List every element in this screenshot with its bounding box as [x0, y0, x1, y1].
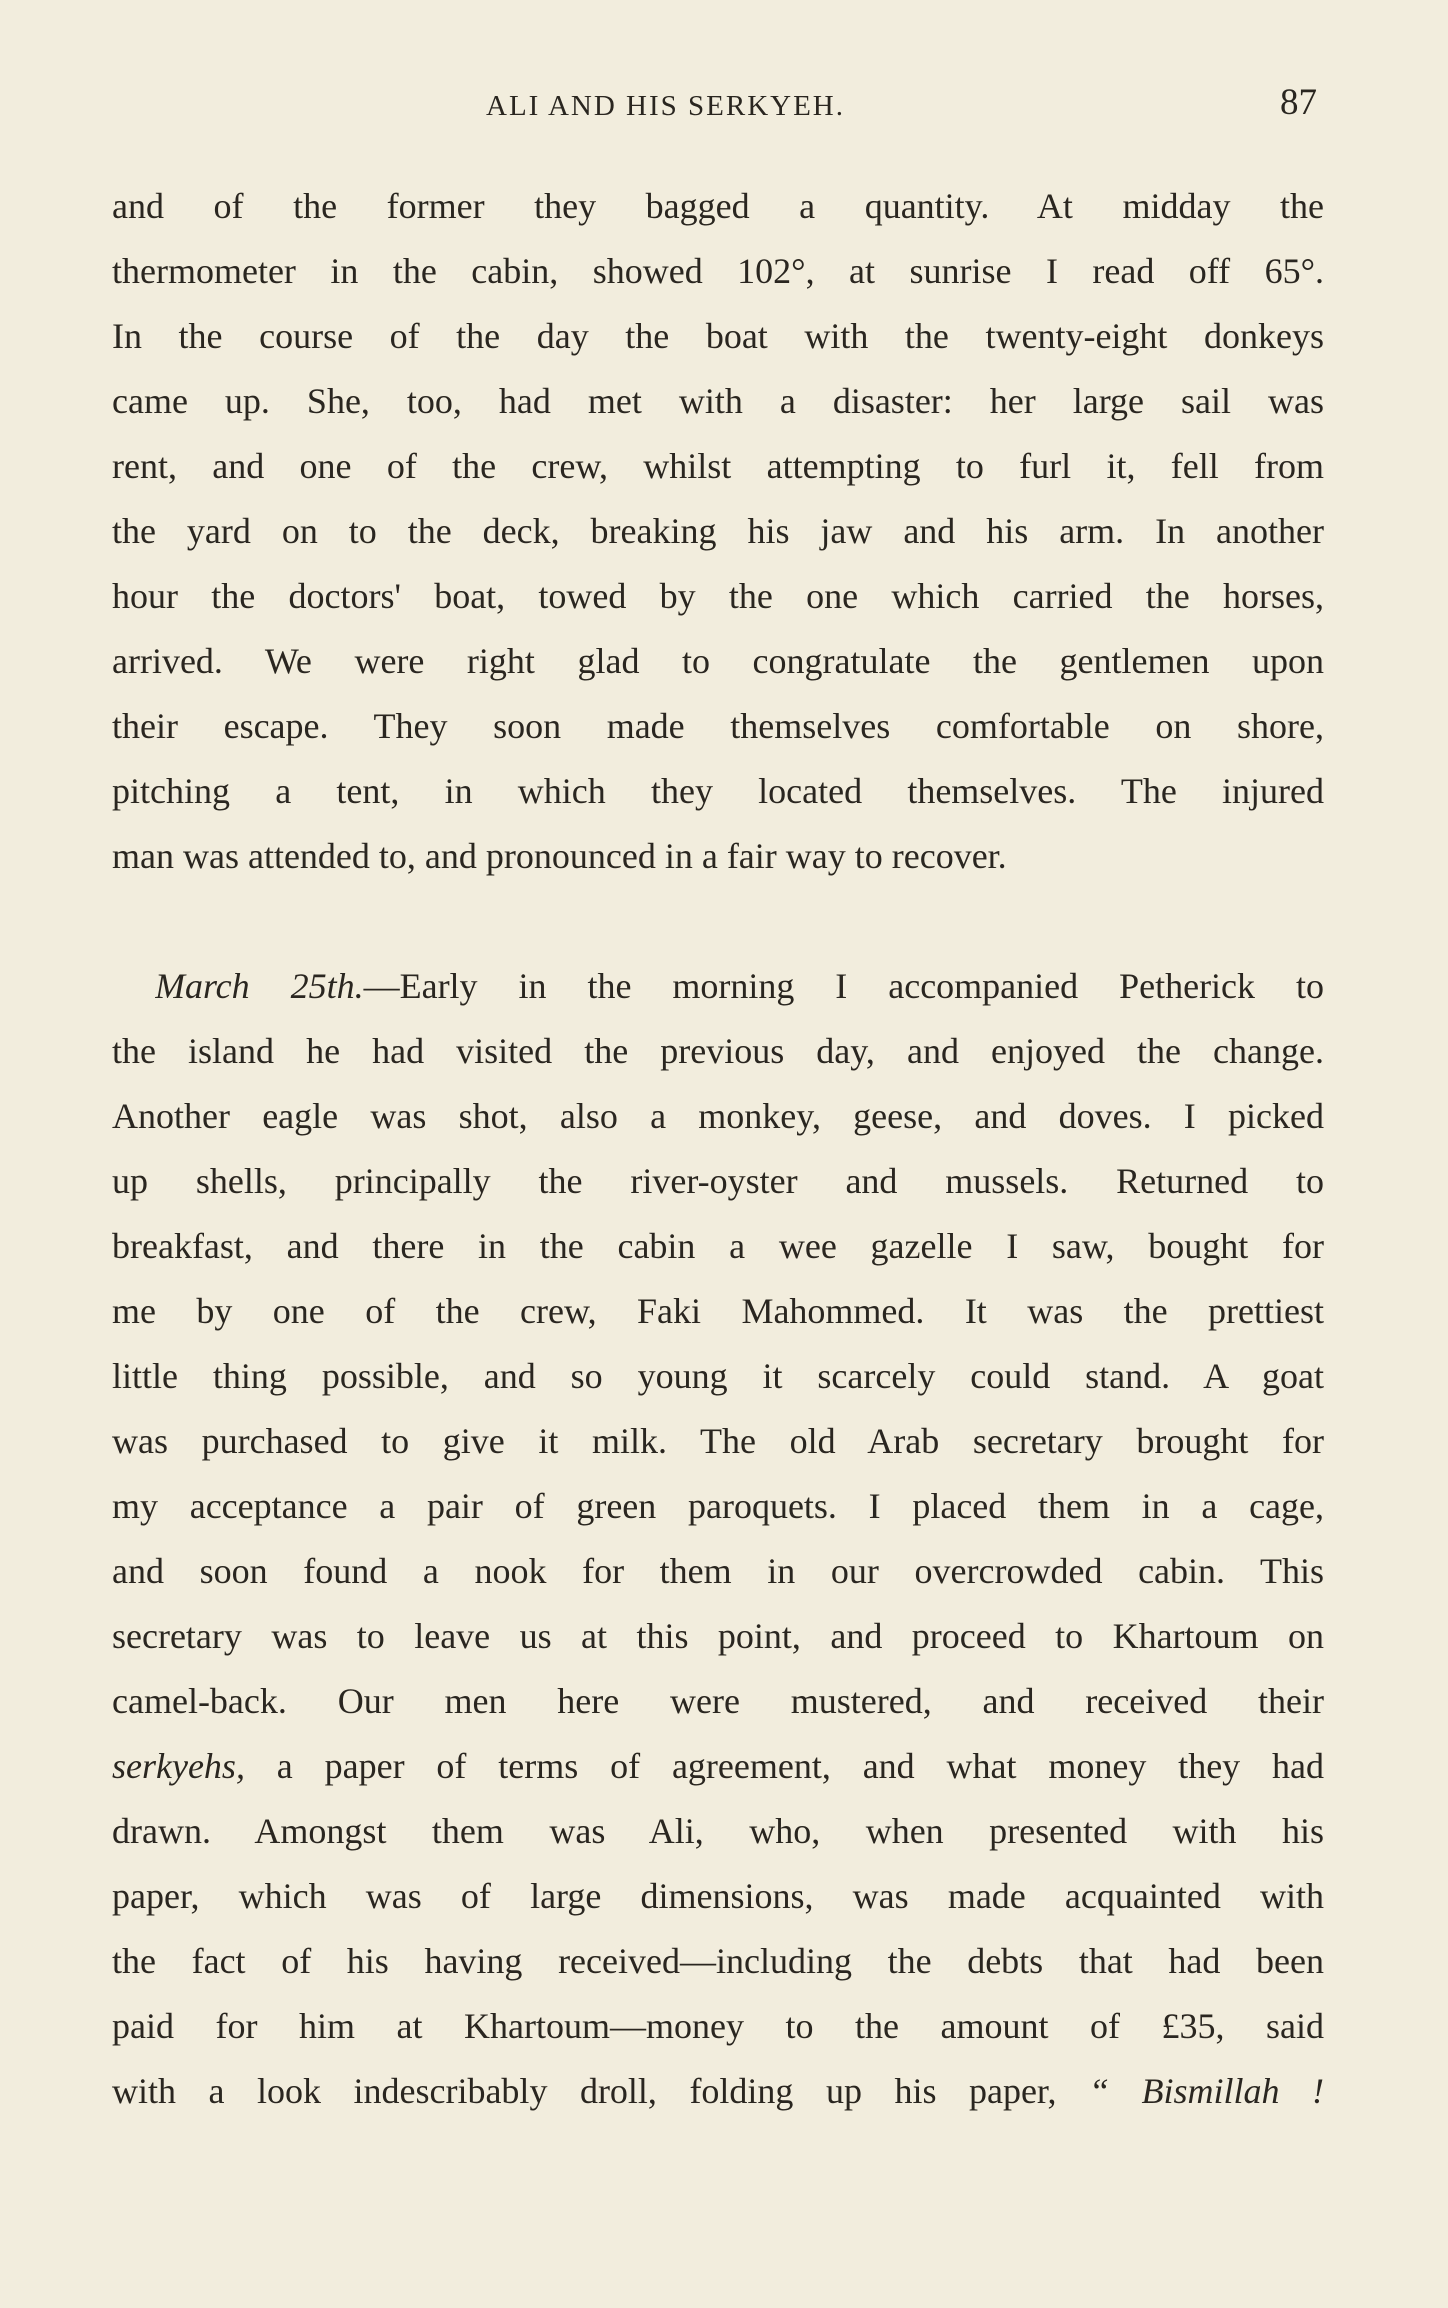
text-line	[112, 2068, 1324, 2118]
text-line: camel-back. Our men here were mustered, and received their	[112, 1681, 1324, 1721]
serkyehs-term: serkyehs,	[112, 1746, 245, 1786]
text-line: the fact of his having received—including the debts that had been	[112, 1941, 1324, 1981]
text-line: paper, which was of large dimensions, was made acquainted with	[112, 1876, 1324, 1916]
text-line: their escape. They soon made themselves comfortable on shore,	[112, 706, 1324, 746]
text-line: hour the doctors' boat, towed by the one which carried the horses,	[112, 576, 1324, 616]
bismillah-quote: “ Bismillah !	[1088, 2071, 1324, 2111]
text-span: a paper of terms of agreement, and what money they had	[244, 1746, 1324, 1786]
text-line: me by one of the crew, Faki Mahommed. It was the prettiest	[112, 1291, 1324, 1331]
text-line: up shells, principally the river-oyster and mussels. Returned to	[112, 1161, 1324, 1201]
text-line: rent, and one of the crew, whilst attempting to furl it, fell from	[112, 446, 1324, 486]
running-title: ALI AND HIS SERKYEH.	[486, 90, 845, 122]
text-line	[112, 1743, 1324, 1793]
text-line: little thing possible, and so young it scarcely could stand. A goat	[112, 1356, 1324, 1396]
text-line: paid for him at Khartoum—money to the amount of £35, said	[112, 2006, 1324, 2046]
text-line: drawn. Amongst them was Ali, who, when presented with his	[112, 1811, 1324, 1851]
text-line: arrived. We were right glad to congratulate the gentlemen upon	[112, 641, 1324, 681]
text-line: and soon found a nook for them in our overcrowded cabin. This	[112, 1551, 1324, 1591]
text-line: was purchased to give it milk. The old Arab secretary brought for	[112, 1421, 1324, 1461]
text-line: secretary was to leave us at this point, and proceed to Khartoum on	[112, 1616, 1324, 1656]
text-line: came up. She, too, had met with a disaster: her large sail was	[112, 381, 1324, 421]
text-span: with a look indescribably droll, folding up his paper,	[112, 2071, 1089, 2111]
page-number: 87	[1280, 82, 1317, 123]
text-line	[155, 963, 1324, 1013]
text-line: the island he had visited the previous day, and enjoyed the change.	[112, 1031, 1324, 1071]
text-line: pitching a tent, in which they located themselves. The injured	[112, 771, 1324, 811]
text-line: and of the former they bagged a quantity. At midday the	[112, 186, 1324, 226]
text-span: —Early in the morning I accompanied Petherick to	[363, 966, 1324, 1006]
text-line: breakfast, and there in the cabin a wee gazelle I saw, bought for	[112, 1226, 1324, 1266]
text-line: my acceptance a pair of green paroquets. I placed them in a cage,	[112, 1486, 1324, 1526]
text-line: In the course of the day the boat with the twenty-eight donkeys	[112, 316, 1324, 356]
entry-date: March 25th.	[155, 966, 364, 1006]
text-line: man was attended to, and pronounced in a fair way to recover.	[112, 836, 1007, 876]
text-line: the yard on to the deck, breaking his jaw and his arm. In another	[112, 511, 1324, 551]
text-line: thermometer in the cabin, showed 102°, at sunrise I read off 65°.	[112, 251, 1324, 291]
text-line: Another eagle was shot, also a monkey, geese, and doves. I picked	[112, 1096, 1324, 1136]
